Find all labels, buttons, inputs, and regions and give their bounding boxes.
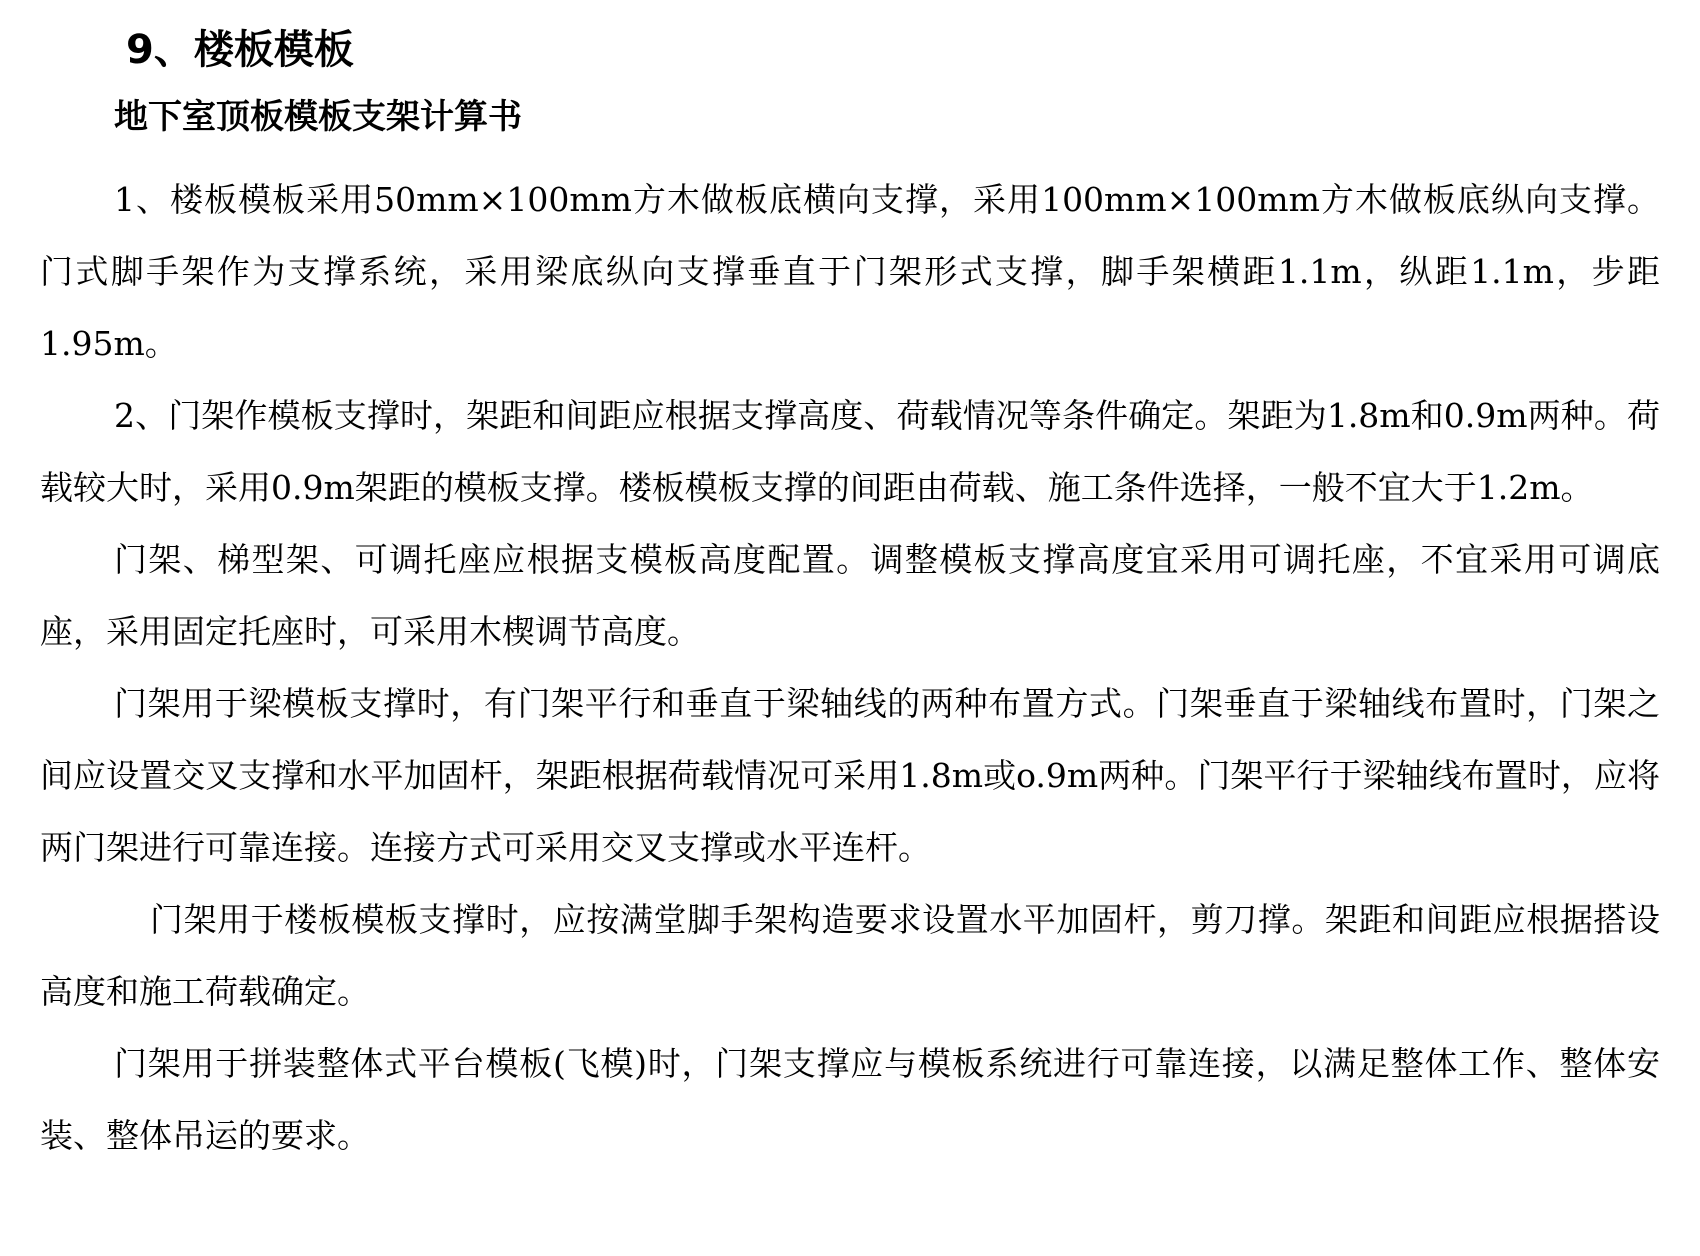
paragraph-beam-support: 门架用于梁模板支撑时，有门架平行和垂直于梁轴线的两种布置方式。门架垂直于梁轴线布置时，门架之间应设置交叉支撑和水平加固杆，架距根据荷载情况可采用1.8m或o.9m两种。门架平行于梁轴线布置时，应将两门架进行可靠连接。连接方式可采用交叉支撑或水平连杆。 — [40, 684, 1660, 867]
paragraph-flying-form: 门架用于拼装整体式平台模板(飞模)时，门架支撑应与模板系统进行可靠连接，以满足整体工作、整体安装、整体吊运的要求。 — [40, 1044, 1660, 1155]
document-page — [40, 22, 1660, 1172]
paragraph-slab-support: 门架用于楼板模板支撑时，应按满堂脚手架构造要求设置水平加固杆，剪刀撑。架距和间距应根据搭设高度和施工荷载确定。 — [40, 900, 1660, 1011]
document-subheading: 地下室顶板模板支架计算书 — [114, 97, 522, 137]
paragraph-frame-spacing: 2、门架作模板支撑时，架距和间距应根据支撑高度、荷载情况等条件确定。架距为1.8m和0.9m两种。荷载较大时，采用0.9m架距的模板支撑。楼板模板支撑的间距由荷载、施工条件选择，一般不宜大于1.2m。 — [40, 396, 1660, 507]
section-heading: 9、楼板模板 — [126, 27, 354, 73]
paragraph-adjustable-base: 门架、梯型架、可调托座应根据支模板高度配置。调整模板支撑高度宜采用可调托座，不宜采用可调底座，采用固定托座时，可采用木楔调节高度。 — [40, 540, 1660, 651]
paragraph-formwork-support: 1、楼板模板采用50mm×100mm方木做板底横向支撑，采用100mm×100mm方木做板底纵向支撑。门式脚手架作为支撑系统，采用梁底纵向支撑垂直于门架形式支撑，脚手架横距1.1m，纵距1.1m，步距1.95m。 — [40, 180, 1660, 363]
